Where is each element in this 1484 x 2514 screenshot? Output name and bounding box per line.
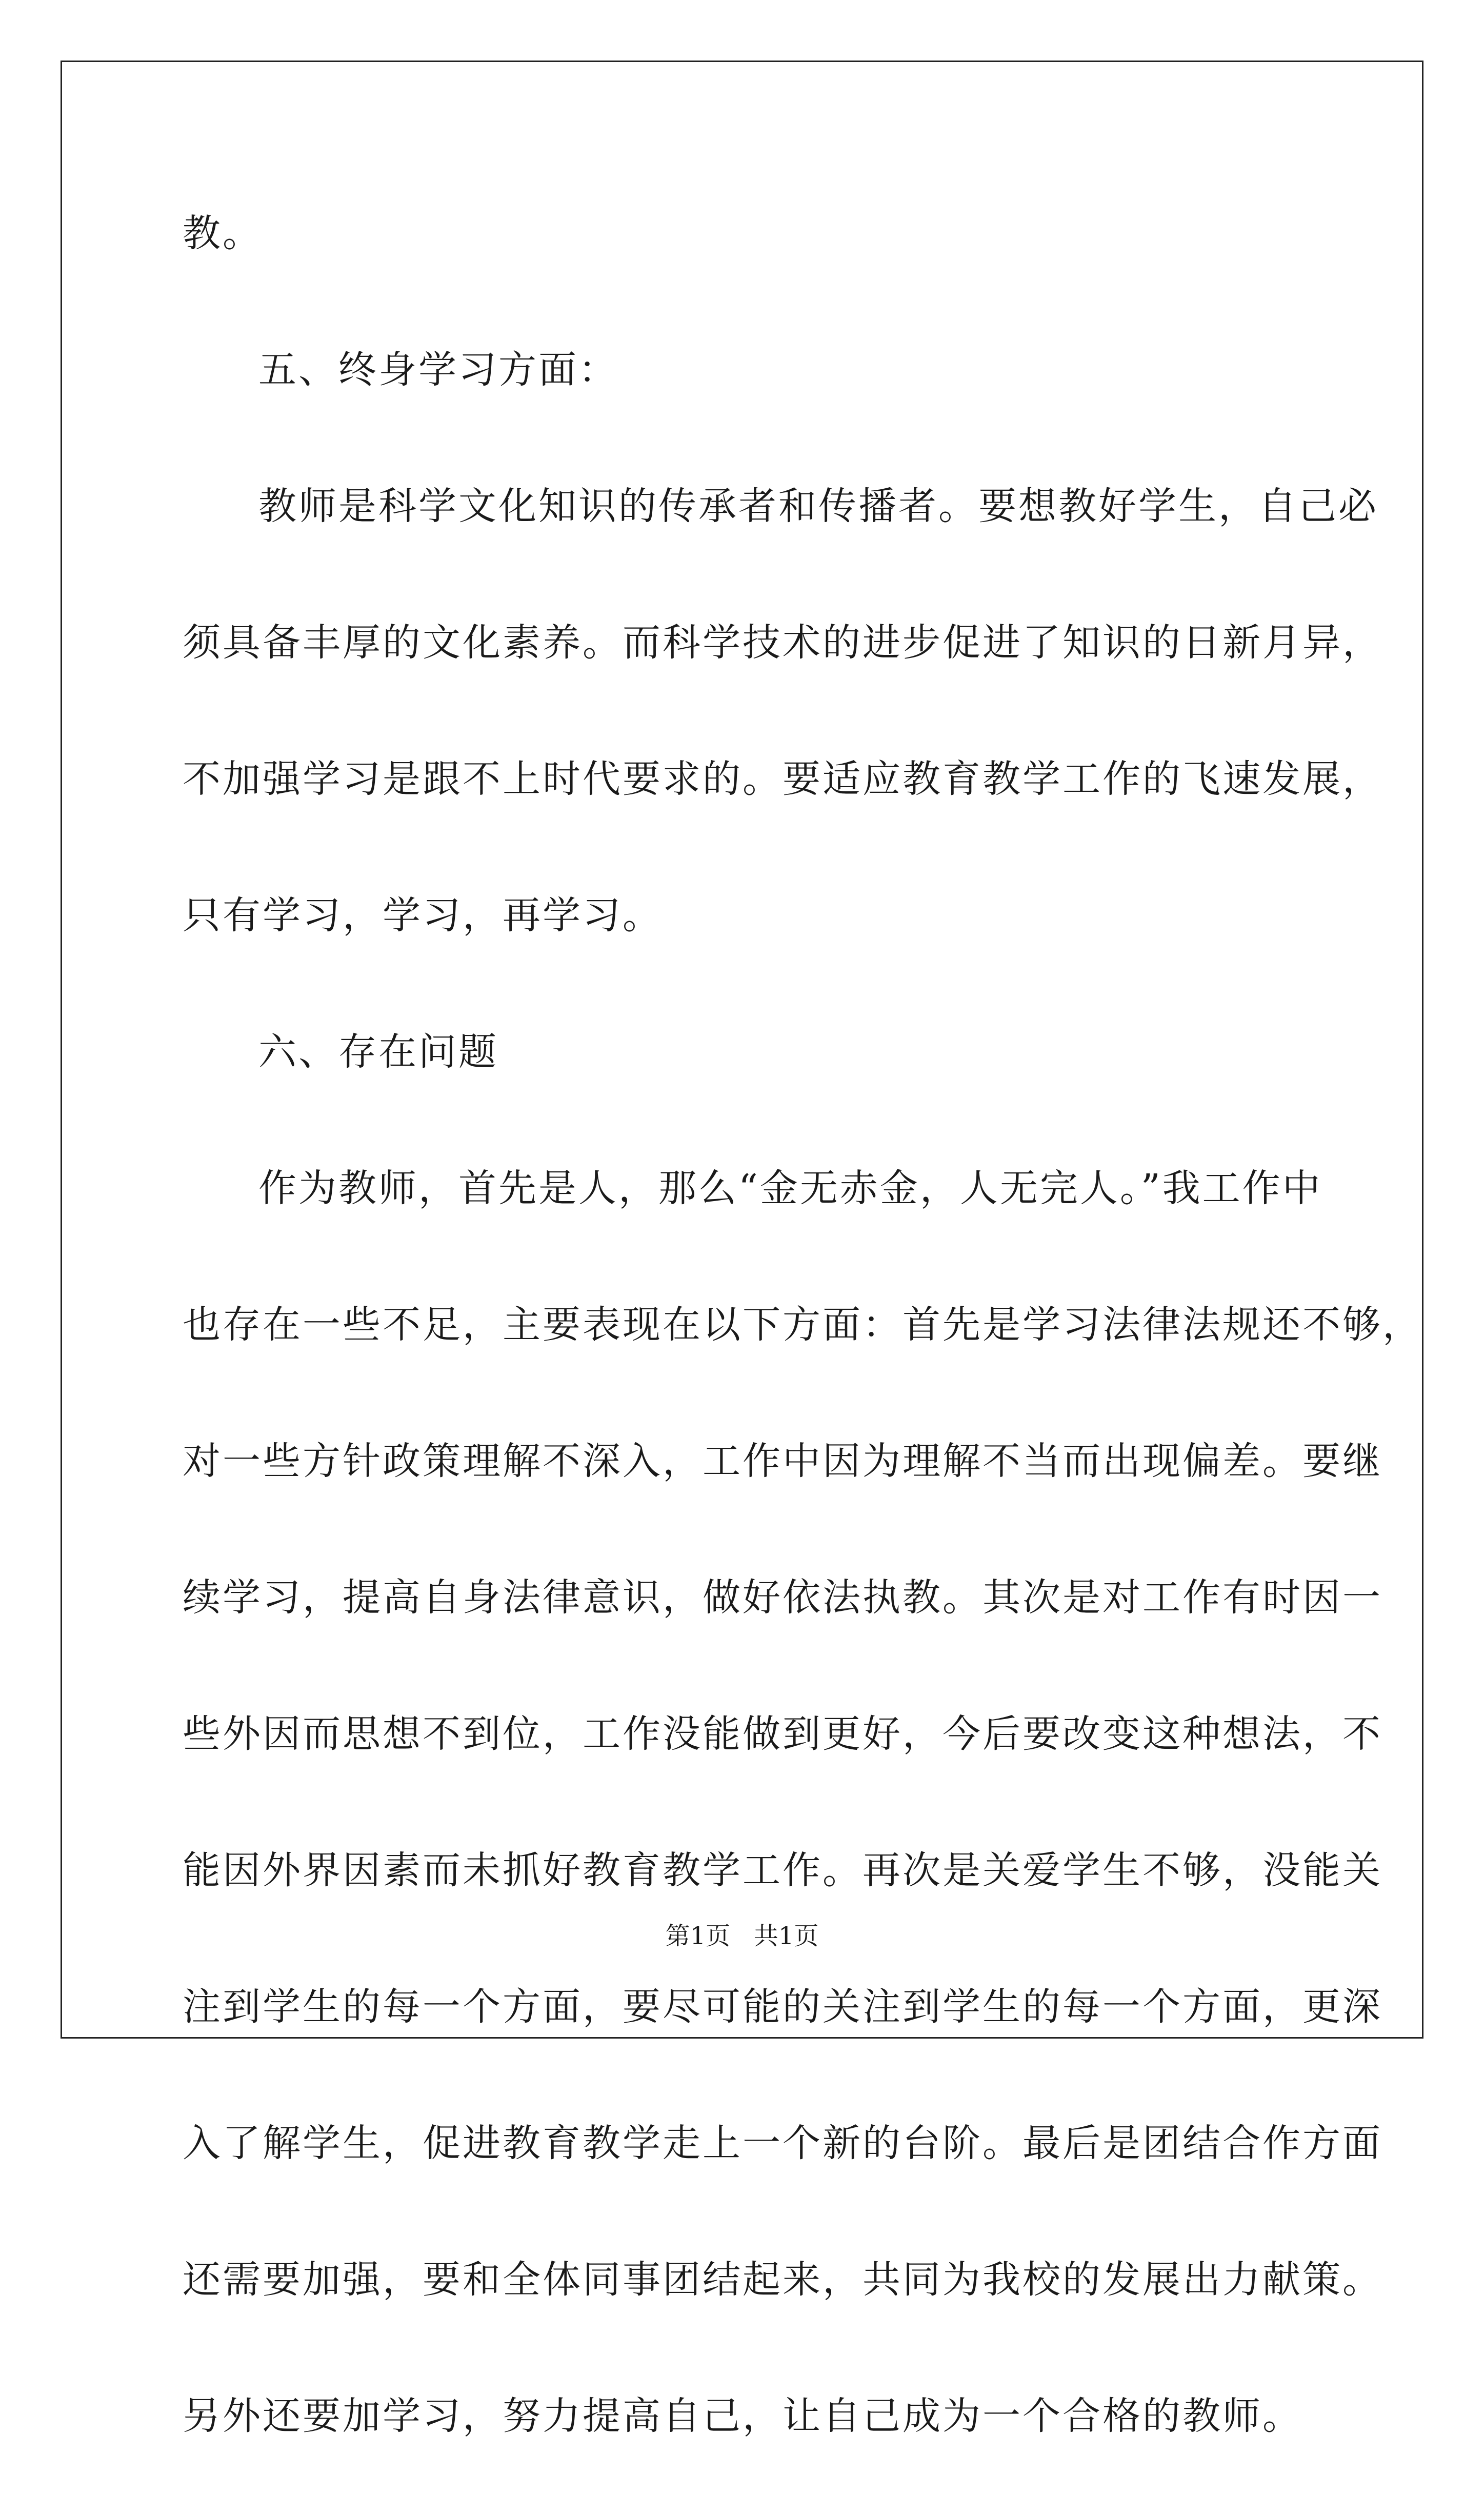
- text-line: 对一些方针政策理解不深入，工作中因为理解不当而出现偏差。要继: [183, 1439, 1382, 1483]
- text-line: 能因外界因素而未抓好教育教学工作。再次是关爱学生不够，没能关: [183, 1848, 1382, 1892]
- text-line: 些外因而思想不到位，工作没能做到更好，今后要改变这种想法，不: [183, 1712, 1382, 1756]
- text-line: 也存在一些不足，主要表现在以下方面：首先是学习法律法规还不够，: [183, 1303, 1422, 1347]
- text-line: 作为教师，首先是人，那么“金无赤金，人无完人。”我工作中: [258, 1166, 1322, 1210]
- section-heading: 六、存在问题: [258, 1030, 498, 1074]
- text-line: 注到学生的每一个方面，要尽可能的关注到学生的每一个方面，更深: [183, 1985, 1382, 2029]
- text-line: 不加强学习是跟不上时代要求的。要适应教育教学工作的飞速发展，: [183, 757, 1382, 801]
- text-line: 只有学习，学习，再学习。: [183, 893, 663, 937]
- document-body: [183, 195, 1422, 2514]
- text-line: 还需要加强，要和全体同事团结起来，共同为我校的发展出力献策。: [183, 2258, 1382, 2302]
- text-line: 另外还要加学习，努力提高自己，让自己成为一个合格的教师。: [183, 2394, 1302, 2438]
- text-line: 教师是科学文化知识的传承者和传播者。要想教好学生，自己必: [258, 484, 1378, 528]
- section-heading: 五、终身学习方面：: [258, 348, 618, 392]
- text-line: 入了解学生，促进教育教学走上一个新的台阶。最后是团结合作方面: [183, 2121, 1382, 2165]
- text-line: 须具备丰厚的文化素养。而科学技术的进步促进了知识的日新月异，: [183, 621, 1382, 665]
- text-line: 教。: [183, 211, 263, 255]
- page-number-footer: 第1页 共1页: [665, 1922, 819, 1950]
- text-line: 续学习，提高自身法律意识，做好依法执教。其次是对工作有时因一: [183, 1575, 1382, 1620]
